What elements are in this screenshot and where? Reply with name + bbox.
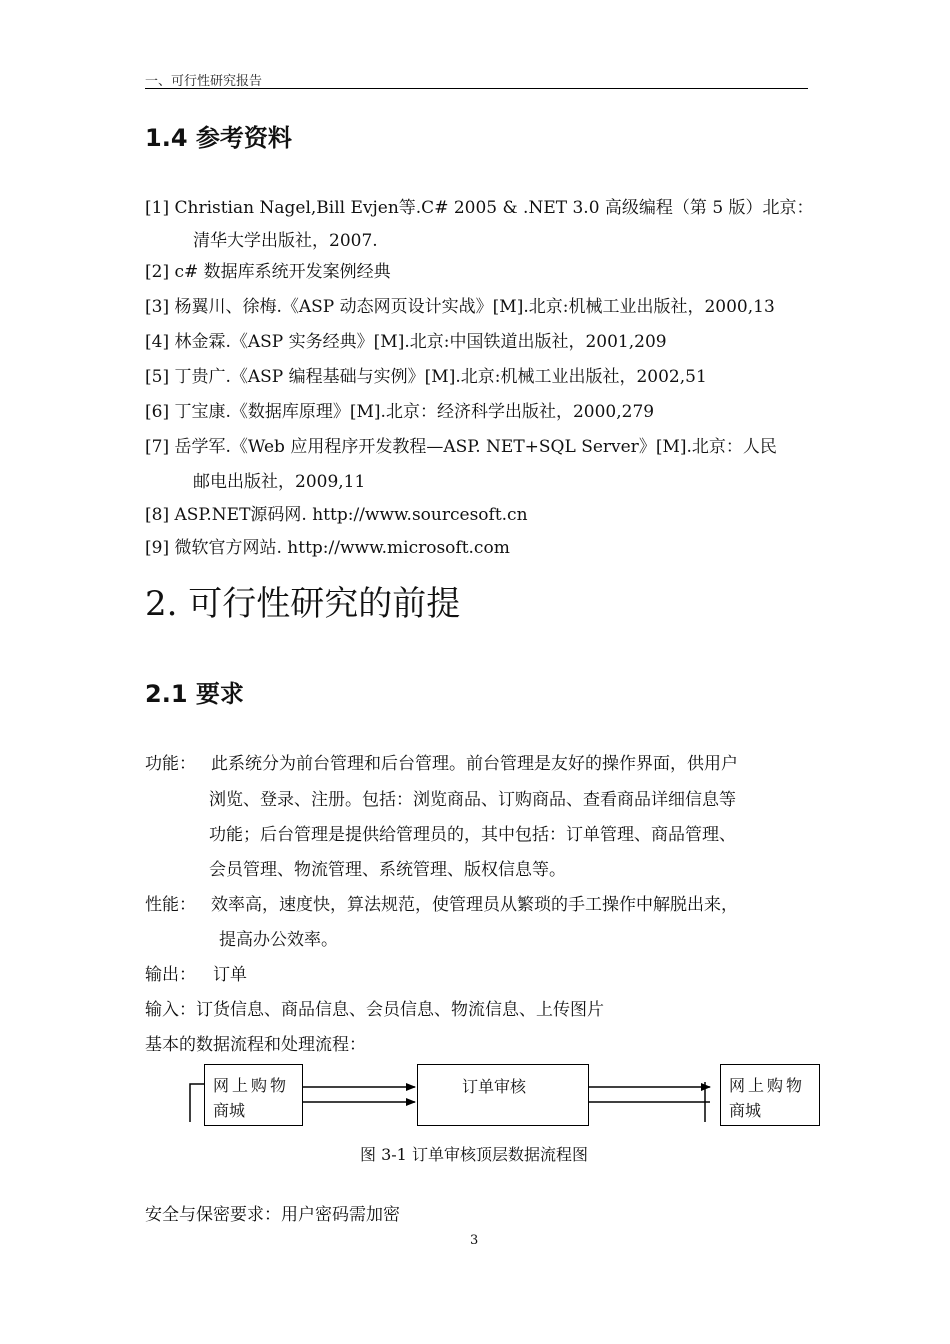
performance-text-line: 效率高，速度快，算法规范，使管理员从繁琐的手工操作中解脱出来， [211, 895, 738, 915]
left-entry-line [190, 1084, 205, 1122]
reference-item: [3] 杨翼川、徐梅.《ASP 动态网页设计实战》[M].北京:机械工业出版社，2000,13 [145, 297, 775, 317]
right-box-label-line1: 网上购物 [729, 1076, 806, 1095]
reference-item-continuation: 清华大学出版社，2007. [193, 231, 378, 251]
output-value: 订单 [213, 965, 247, 985]
figure-caption: 图 3-1 订单审核顶层数据流程图 [360, 1145, 588, 1164]
section-heading-1-4: 1.4 参考资料 [145, 124, 292, 152]
reference-item-continuation: 邮电出版社，2009,11 [193, 472, 366, 492]
right-box-external-entity [720, 1064, 820, 1126]
running-header: 一、可行性研究报告 [145, 74, 263, 89]
reference-item: [4] 林金霖.《ASP 实务经典》[M].北京:中国铁道出版社，2001,209 [145, 332, 667, 352]
performance-text-line: 提高办公效率。 [219, 930, 338, 950]
chapter-heading-2: 2. 可行性研究的前提 [145, 584, 461, 624]
function-text-line: 功能；后台管理是提供给管理员的，其中包括：订单管理、商品管理、 [209, 825, 736, 845]
section-heading-2-1: 2.1 要求 [145, 680, 244, 708]
reference-item: [1] Christian Nagel,Bill Evjen等.C# 2005 & .NET 3.0 高级编程（第 5 版）北京： [145, 198, 814, 218]
center-box-process [417, 1064, 589, 1126]
input-line: 输入：订货信息、商品信息、会员信息、物流信息、上传图片 [145, 1000, 604, 1020]
reference-item: [9] 微软官方网站. http://www.microsoft.com [145, 538, 510, 558]
function-text-line: 此系统分为前台管理和后台管理。前台管理是友好的操作界面，供用户 [211, 754, 738, 774]
flow-intro: 基本的数据流程和处理流程： [145, 1035, 366, 1055]
performance-label: 性能： [145, 895, 196, 915]
page-number: 3 [470, 1233, 479, 1248]
reference-item: [6] 丁宝康.《数据库原理》[M].北京：经济科学出版社，2000,279 [145, 402, 655, 422]
left-box-external-entity [204, 1064, 303, 1126]
reference-item: [8] ASP.NET源码网. http://www.sourcesoft.cn [145, 505, 528, 525]
function-text-line: 会员管理、物流管理、系统管理、版权信息等。 [209, 860, 566, 880]
function-text-line: 浏览、登录、注册。包括：浏览商品、订购商品、查看商品详细信息等 [209, 790, 736, 810]
center-box-label: 订单审核 [462, 1077, 527, 1096]
left-box-label-line2: 商城 [213, 1101, 246, 1120]
function-label: 功能： [145, 754, 196, 774]
left-box-label-line1: 网上购物 [213, 1076, 290, 1095]
right-box-label-line2: 商城 [729, 1101, 762, 1120]
reference-item: [7] 岳学军.《Web 应用程序开发教程—ASP. NET+SQL Server》[M].北京：人民 [145, 437, 777, 457]
reference-item: [5] 丁贵广.《ASP 编程基础与实例》[M].北京:机械工业出版社，2002,51 [145, 367, 707, 387]
security-requirement: 安全与保密要求：用户密码需加密 [145, 1205, 400, 1225]
output-label: 输出： [145, 965, 196, 985]
reference-item: [2] c# 数据库系统开发案例经典 [145, 262, 391, 282]
